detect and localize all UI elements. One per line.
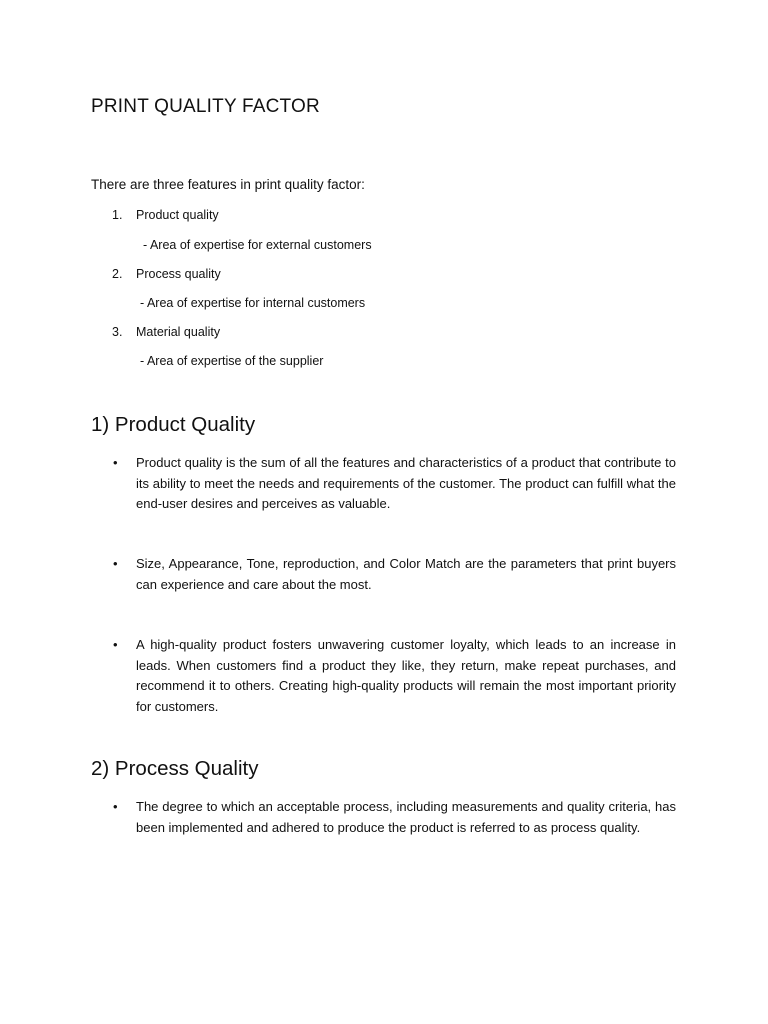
feature-description: - Area of expertise of the supplier	[140, 354, 324, 368]
feature-item-process	[112, 267, 221, 281]
feature-label: Material quality	[136, 325, 221, 339]
feature-number: 2.	[112, 267, 123, 281]
section-heading-process-quality: 2) Process Quality	[91, 757, 259, 780]
section-heading-product-quality: 1) Product Quality	[91, 413, 256, 436]
bullet-glyph: •	[113, 799, 118, 814]
bullet-item	[113, 453, 676, 515]
bullet-text: Product quality is the sum of all the features and characteristics of a product that contribute to its ability to meet the needs and requirements of the customer. The product can fulfill what the end-user desires and perceives as valuable.	[136, 455, 676, 511]
intro-text: There are three features in print quality factor:	[91, 177, 365, 192]
feature-description: - Area of expertise for internal customers	[140, 296, 366, 310]
feature-number: 1.	[112, 208, 123, 222]
bullet-item	[113, 635, 676, 717]
feature-label: Process quality	[136, 267, 221, 281]
bullet-item	[113, 797, 676, 838]
feature-item-product	[112, 208, 219, 222]
bullet-glyph: •	[113, 556, 118, 571]
bullet-text: A high-quality product fosters unwavering customer loyalty, which leads to an increase in leads. When customers find a product they like, they return, make repeat purchases, and recommend it to others. Creating high-quality products will remain the most important priority for customers.	[136, 637, 676, 714]
bullet-glyph: •	[113, 455, 118, 470]
bullet-text: Size, Appearance, Tone, reproduction, and Color Match are the parameters that print buyers can experience and care about the most.	[136, 556, 676, 592]
bullet-glyph: •	[113, 637, 118, 652]
feature-number: 3.	[112, 325, 123, 339]
bullet-text: The degree to which an acceptable process, including measurements and quality criteria, has been implemented and adhered to produce the product is referred to as process quality.	[136, 799, 676, 835]
feature-description: - Area of expertise for external customers	[143, 238, 372, 252]
bullet-item	[113, 554, 676, 595]
feature-label: Product quality	[136, 208, 219, 222]
document-title: PRINT QUALITY FACTOR	[91, 96, 320, 117]
feature-item-material	[112, 325, 220, 339]
